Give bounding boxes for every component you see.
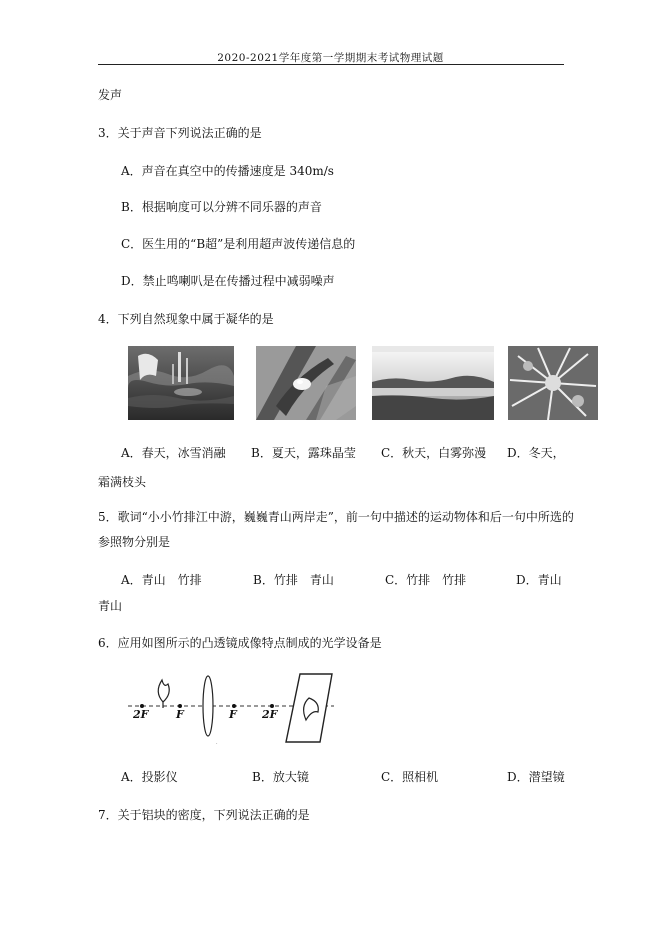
q6-option-c: C．照相机 — [381, 770, 439, 784]
photo-ice-melting — [128, 346, 234, 420]
photo-frost-branch — [508, 346, 598, 420]
q4-stem: 4．下列自然现象中属于凝华的是 — [98, 312, 274, 326]
prev-question-tail: 发声 — [98, 88, 123, 102]
q5-option-a: A．青山 竹排 — [121, 573, 202, 587]
q3-stem: 3．关于声音下列说法正确的是 — [98, 126, 262, 140]
q5-stem-line2: 参照物分别是 — [98, 535, 171, 549]
label-2f-right: 2F — [262, 708, 278, 721]
q3-option-a: A．声音在真空中的传播速度是 340m/s — [121, 164, 334, 178]
q5-option-d: D．青山 — [516, 573, 562, 587]
q4-option-d: D．冬天， — [507, 446, 565, 460]
q6-stem: 6．应用如图所示的凸透镜成像特点制成的光学设备是 — [98, 636, 382, 650]
q6-option-b: B．放大镜 — [252, 770, 309, 784]
q5-stem-line1: 5．歌词“小小竹排江中游，巍巍青山两岸走”，前一句中描述的运动物体和后一句中所选的 — [98, 510, 574, 524]
convex-lens-figure — [124, 670, 338, 750]
q5-option-b: B．竹排 青山 — [253, 573, 334, 587]
q4-option-c: C．秋天，白雾弥漫 — [381, 446, 487, 460]
q3-option-c: C．医生用的“B超”是利用超声波传递信息的 — [121, 237, 356, 251]
photo-fog-landscape — [372, 346, 494, 420]
q3-option-b: B．根据响度可以分辨不同乐器的声音 — [121, 200, 322, 214]
page-header: 2020-2021学年度第一学期期末考试物理试题 — [217, 52, 444, 64]
label-f-left: F — [176, 708, 184, 721]
q4-option-a: A．春天，冰雪消融 — [121, 446, 226, 460]
photo-dew-drops — [256, 346, 356, 420]
header-rule — [98, 64, 564, 65]
q6-option-d: D．潜望镜 — [507, 770, 565, 784]
q5-option-c: C．竹排 竹排 — [385, 573, 467, 587]
label-f-right: F — [229, 708, 237, 721]
label-2f-left: 2F — [133, 708, 149, 721]
q4-option-d-continued: 霜满枝头 — [98, 475, 147, 489]
svg-text:·: · — [216, 741, 218, 747]
q7-stem: 7．关于铝块的密度，下列说法正确的是 — [98, 808, 310, 822]
q3-option-d: D．禁止鸣喇叭是在传播过程中减弱噪声 — [121, 274, 335, 288]
q5-option-d-continued: 青山 — [98, 599, 123, 613]
q6-option-a: A．投影仪 — [121, 770, 178, 784]
q4-option-b: B．夏天，露珠晶莹 — [251, 446, 356, 460]
